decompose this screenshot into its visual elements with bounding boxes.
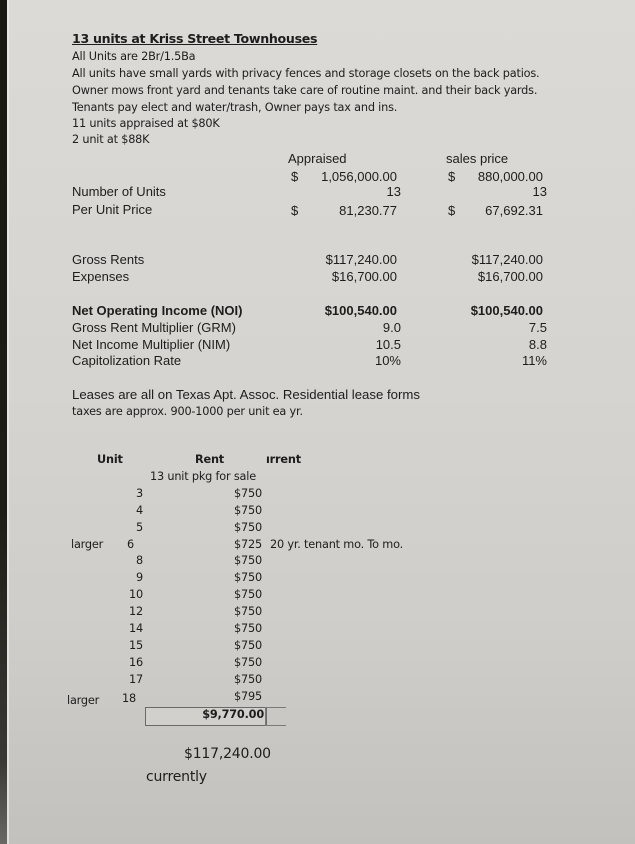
row-label: Per Unit Price: [72, 202, 153, 217]
unit-rent: $750: [234, 673, 262, 686]
sales-nim: 8.8: [528, 337, 547, 352]
sales-value: $16,700.00: [477, 269, 543, 284]
unit-number: 16: [129, 656, 143, 669]
unit-tag-larger: larger: [71, 538, 104, 551]
appraised-value: $16,700.00: [331, 269, 397, 284]
note-line: All units have small yards with privacy fences and storage closets on the back patios.: [72, 67, 540, 80]
unit-number: 9: [136, 571, 143, 584]
row-label: Number of Units: [72, 184, 166, 199]
row-label: Gross Rents: [72, 252, 145, 267]
currency-symbol: $: [291, 169, 299, 184]
sales-noi: $100,540.00: [470, 303, 543, 318]
sales-price: 880,000.00: [477, 169, 543, 184]
unit-number: 4: [136, 504, 143, 517]
currency-symbol: $: [448, 203, 456, 218]
row-label: Expenses: [72, 269, 130, 284]
unit-rent: $725: [234, 538, 262, 551]
unit-rent: $750: [234, 521, 262, 534]
row-label: Net Income Multiplier (NIM): [72, 337, 231, 352]
unit-rent: $750: [234, 487, 262, 500]
col-header-rent: Rent: [195, 453, 225, 466]
unit-rent: $750: [234, 571, 262, 584]
unit-rent: $750: [234, 554, 262, 567]
unit-rent: $750: [234, 588, 262, 601]
photo-left-edge: [0, 0, 7, 844]
annual-total: $117,240.00: [184, 746, 271, 762]
appraised-noi: $100,540.00: [324, 303, 397, 318]
unit-number: 3: [136, 487, 143, 500]
sales-cap-rate: 11%: [521, 353, 547, 368]
sales-value: 13: [532, 184, 547, 199]
header-appraised: Appraised: [288, 151, 347, 166]
unit-rent: $750: [234, 605, 262, 618]
appraised-cap-rate: 10%: [374, 353, 401, 368]
currency-symbol: $: [291, 203, 299, 218]
header-sales-price: sales price: [446, 151, 509, 166]
unit-note: 20 yr. tenant mo. To mo.: [270, 538, 403, 551]
note-line: Owner mows front yard and tenants take care of routine maint. and their back yards.: [72, 84, 538, 97]
note-line: All Units are 2Br/1.5Ba: [72, 50, 196, 63]
rent-table-subtitle: 13 unit pkg for sale: [150, 470, 256, 483]
unit-number: 14: [129, 622, 143, 635]
sales-value: 67,692.31: [485, 203, 543, 218]
unit-number: 10: [129, 588, 143, 601]
unit-rent: $795: [234, 690, 262, 703]
note-line: 11 units appraised at $80K: [72, 117, 220, 130]
lease-note: Leases are all on Texas Apt. Assoc. Residential lease forms: [72, 387, 420, 402]
cell-divider: [265, 707, 266, 725]
unit-number: 8: [136, 554, 143, 567]
unit-number: 5: [136, 521, 143, 534]
unit-number: 17: [129, 673, 143, 686]
appraised-price: 1,056,000.00: [321, 169, 397, 184]
appraised-grm: 9.0: [382, 320, 401, 335]
unit-number: 15: [129, 639, 143, 652]
tax-note: taxes are approx. 900-1000 per unit ea yr.: [72, 405, 303, 418]
appraised-value: 13: [386, 184, 401, 199]
monthly-total: $9,770.00: [202, 708, 264, 721]
appraised-value: $117,240.00: [325, 252, 397, 267]
col-header-current: ırrent: [266, 453, 301, 466]
appraised-value: 81,230.77: [339, 203, 397, 218]
note-line: 2 unit at $88K: [72, 133, 150, 146]
row-label: Capitolization Rate: [72, 353, 182, 368]
col-header-unit: Unit: [97, 453, 123, 466]
row-label: Gross Rent Multiplier (GRM): [72, 320, 236, 335]
cell-border: [265, 707, 286, 708]
sales-grm: 7.5: [528, 320, 547, 335]
unit-rent: $750: [234, 504, 262, 517]
appraised-nim: 10.5: [375, 337, 401, 352]
unit-number: 6: [127, 538, 134, 551]
annual-label: currently: [146, 769, 207, 785]
unit-number: 12: [129, 605, 143, 618]
unit-rent: $750: [234, 656, 262, 669]
document-title: 13 units at Kriss Street Townhouses: [72, 31, 318, 46]
unit-rent: $750: [234, 639, 262, 652]
note-line: Tenants pay elect and water/trash, Owner pays tax and ins.: [72, 101, 398, 114]
paper-edge-highlight: [7, 0, 9, 844]
sales-value: $117,240.00: [471, 252, 543, 267]
cell-border: [265, 725, 286, 726]
unit-number: 18: [122, 692, 136, 705]
currency-symbol: $: [448, 169, 456, 184]
unit-rent: $750: [234, 622, 262, 635]
row-label-noi: Net Operating Income (NOI): [72, 303, 243, 318]
unit-tag-larger: larger: [67, 694, 100, 707]
